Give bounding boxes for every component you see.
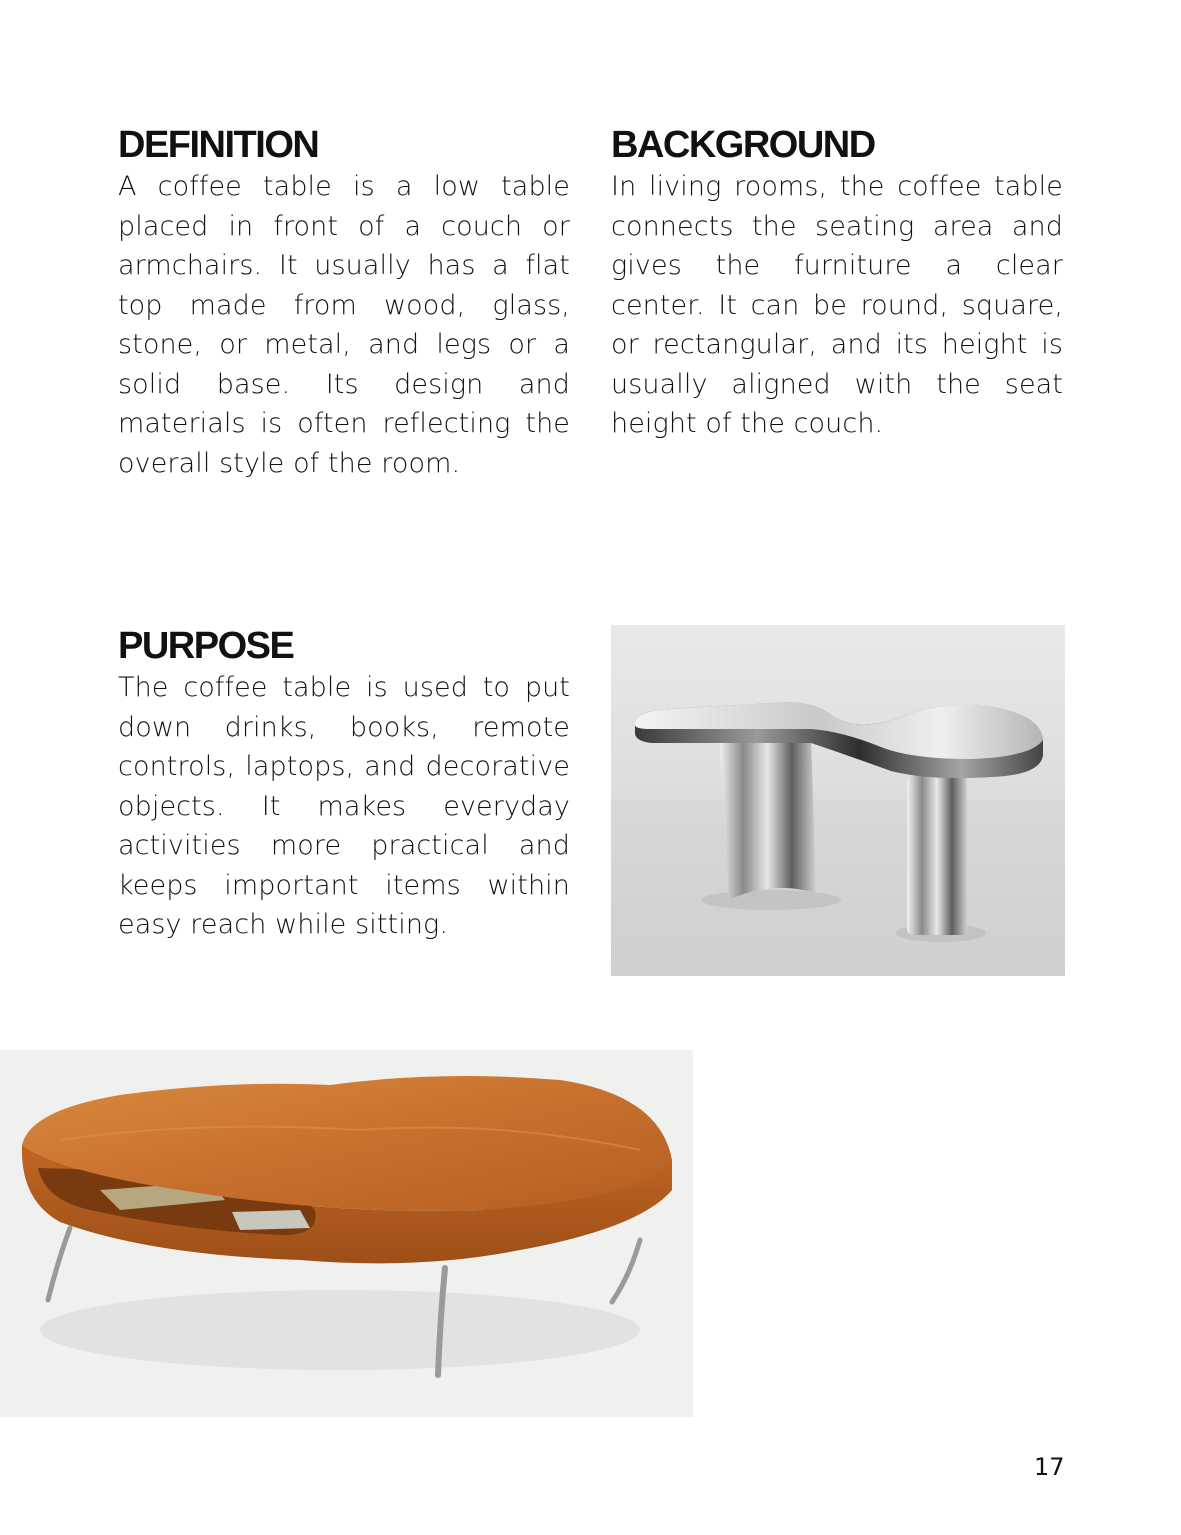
steel-table-photo bbox=[611, 625, 1065, 976]
definition-text: A coffee table is a low table placed in front of a couch or armchairs. It usually has a flat top made from wood, glass, stone, or metal, and legs or a solid base. Its design and materials is often reflecting the overall style of the room. bbox=[118, 171, 570, 479]
steel-table-illustration bbox=[611, 625, 1065, 976]
background-heading: BACKGROUND bbox=[611, 124, 875, 166]
page-number: 17 bbox=[1034, 1453, 1065, 1481]
purpose-heading: PURPOSE bbox=[118, 625, 294, 667]
purpose-text: The coffee table is used to put down drinks, books, remote controls, laptops, and decorative objects. It makes everyday activities more practical and keeps important items within easy reach while sitting. bbox=[118, 672, 570, 940]
background-text: In living rooms, the coffee table connects the seating area and gives the furniture a clear center. It can be round, square, or rectangular, and its height is usually aligned with the seat height of the couch. bbox=[611, 171, 1063, 439]
definition-heading: DEFINITION bbox=[118, 124, 319, 166]
wood-table-photo bbox=[0, 1050, 693, 1417]
wood-table-illustration bbox=[0, 1050, 693, 1417]
